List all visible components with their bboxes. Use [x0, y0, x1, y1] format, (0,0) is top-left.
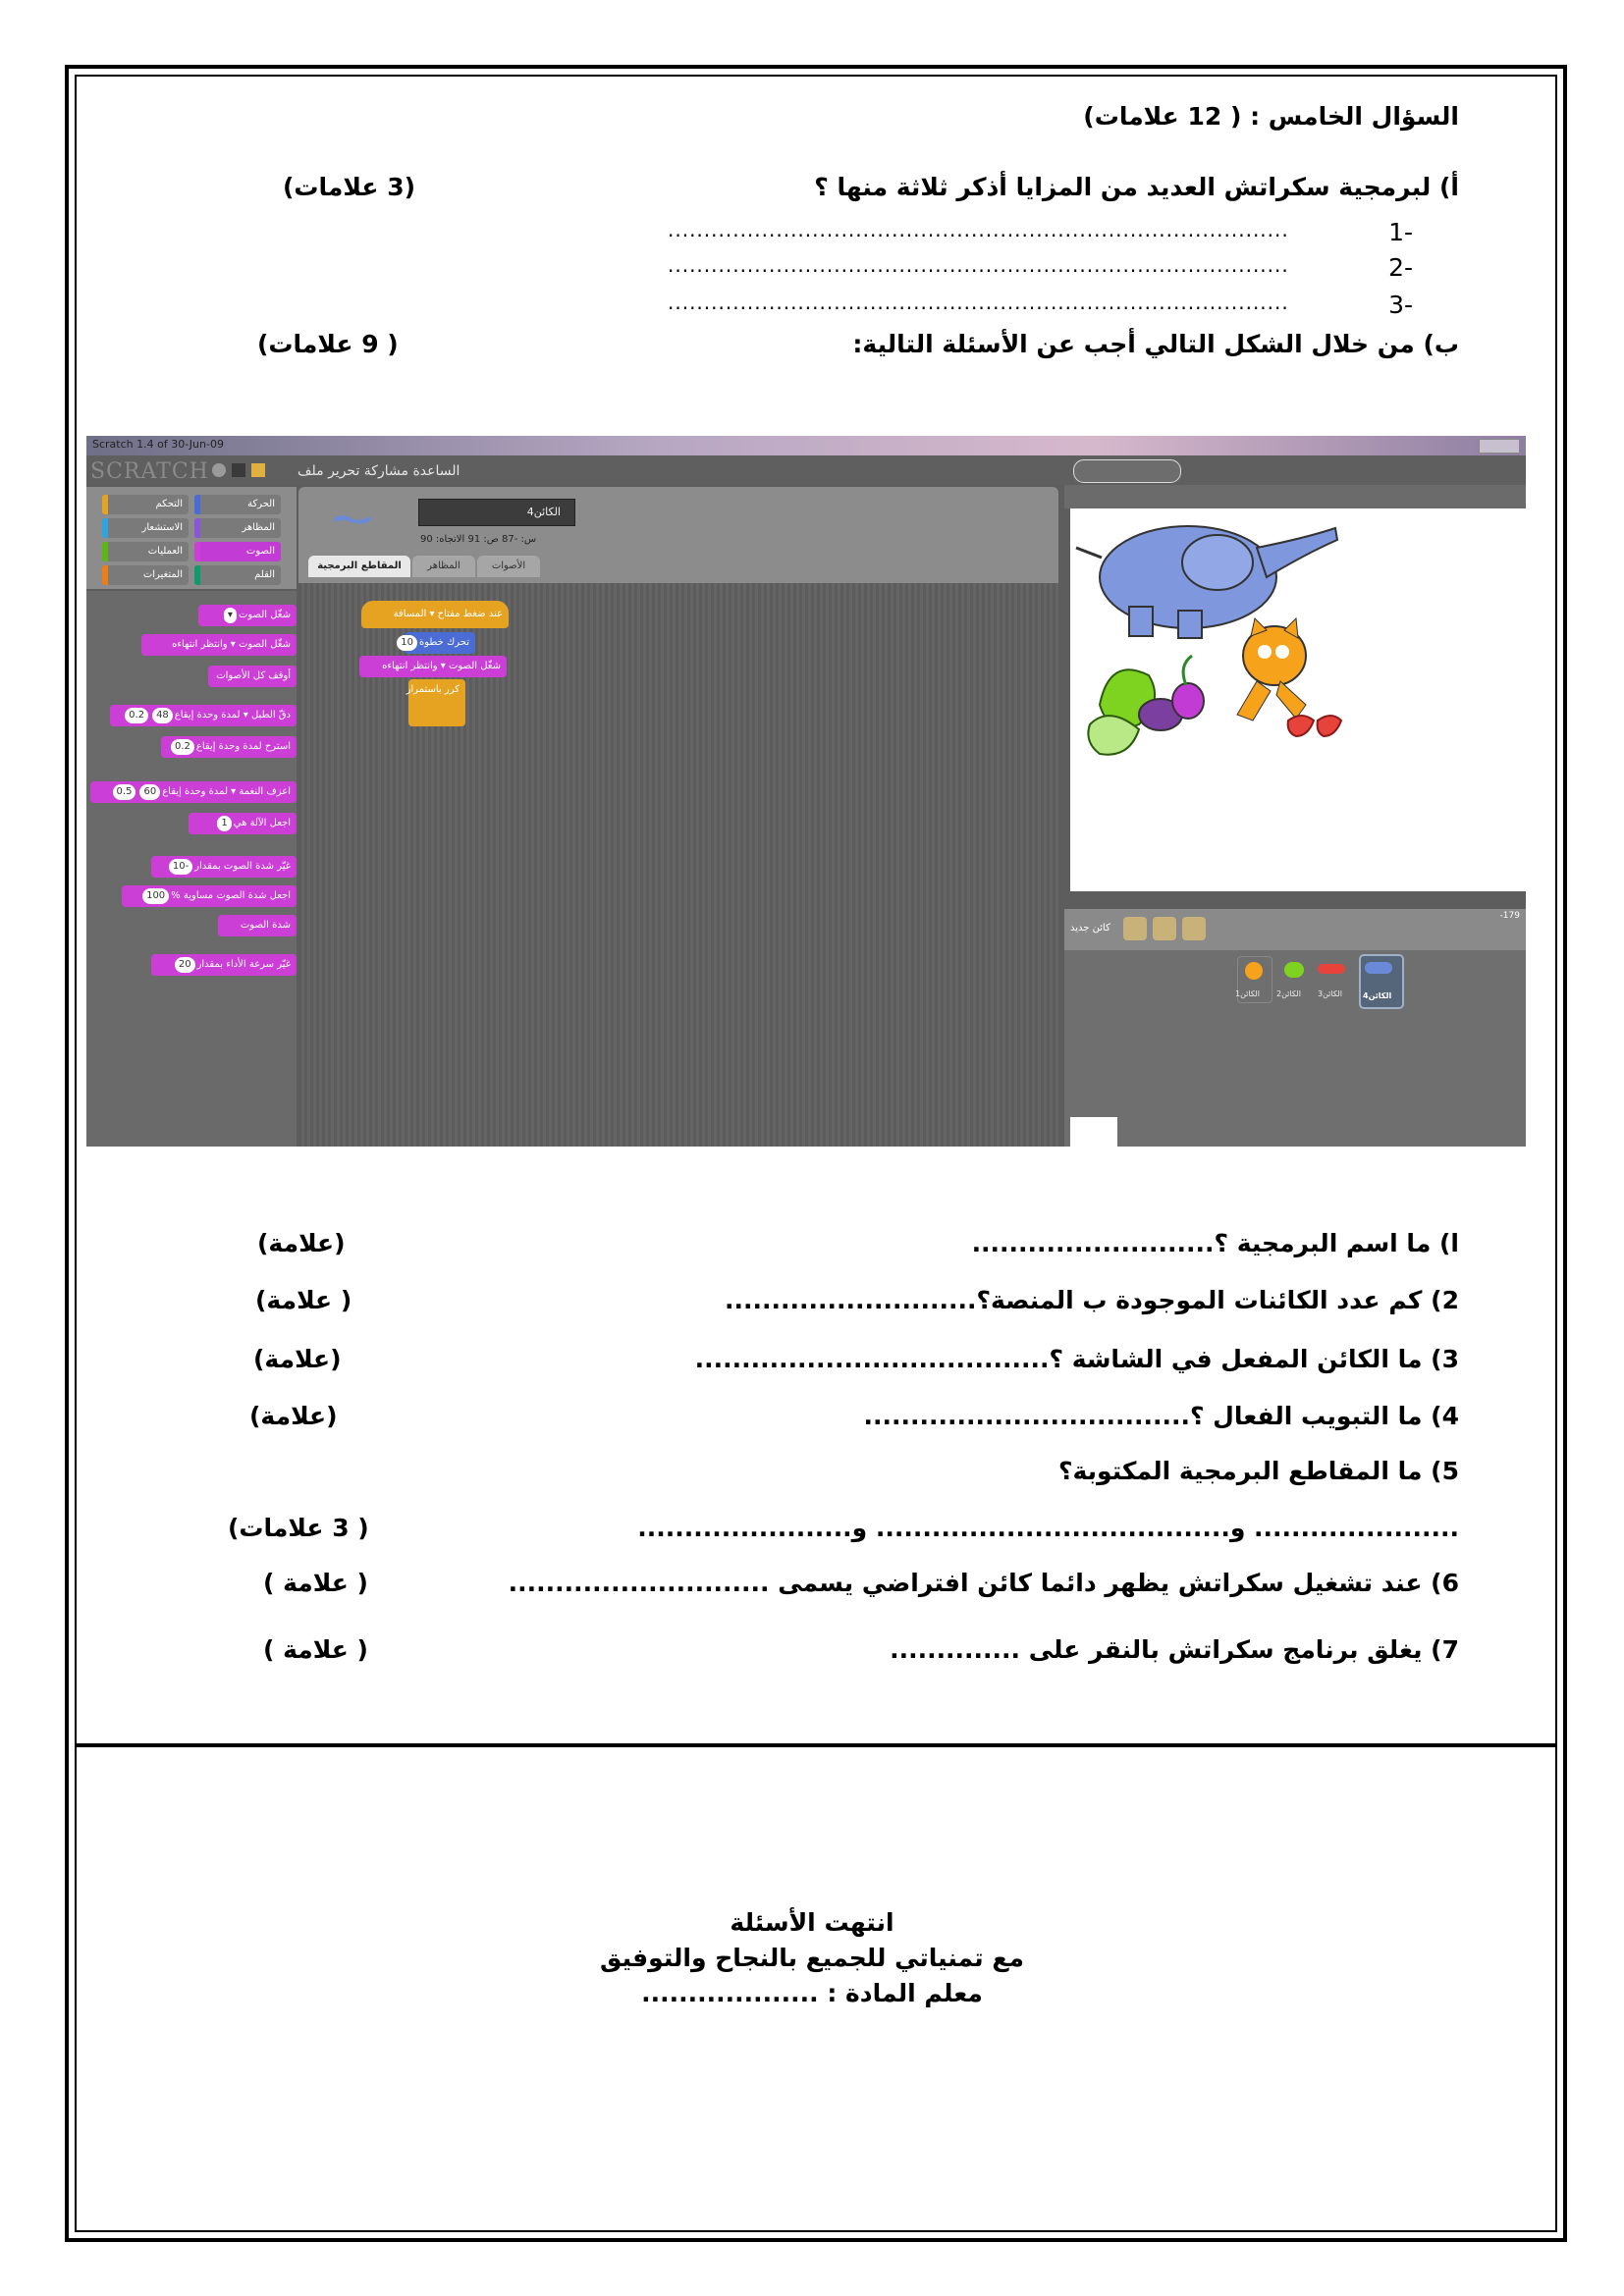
block-value[interactable]: 0.5	[113, 784, 136, 800]
answer-line-1-num: -1	[1388, 218, 1413, 246]
block-value[interactable]: ▾	[224, 608, 237, 623]
block-label: غيّر سرعة الأداء بمقدار	[196, 959, 291, 970]
question-5-marks: ( 3 علامات)	[228, 1514, 369, 1542]
block-label: شدة الصوت	[240, 920, 291, 931]
block-value[interactable]: 0.2	[171, 739, 194, 755]
block-value[interactable]: 20	[175, 957, 195, 973]
question-1-marks: (علامة)	[257, 1229, 346, 1257]
block-value[interactable]: 1	[217, 816, 231, 831]
mouse-coord-readout: -179	[1499, 911, 1520, 921]
block-value[interactable]: 60	[139, 784, 160, 800]
part-a-text: أ) لبرمجية سكراتش العديد من المزايا أذكر ثلاثة منها ؟	[814, 173, 1459, 201]
category-label: المظاهر	[242, 522, 275, 533]
footer-teacher: معلم المادة : ...................	[641, 1979, 983, 2007]
category-motion[interactable]	[194, 495, 281, 514]
question-2-marks: ( علامة)	[255, 1286, 352, 1314]
palette-block[interactable]	[208, 666, 297, 687]
tab-scripts[interactable]: المقاطع البرمجية	[308, 556, 410, 577]
glasses-thumb-icon	[1318, 964, 1345, 974]
when-key-pressed-block[interactable]	[361, 601, 509, 628]
block-value[interactable]: 0.2	[125, 708, 148, 723]
category-label: العمليات	[147, 546, 183, 557]
category-label: القلم	[254, 569, 275, 580]
cat-icon	[1237, 618, 1306, 721]
category-pen[interactable]	[194, 565, 281, 585]
elephant-icon	[1076, 526, 1337, 638]
question-6-marks: ( علامة )	[263, 1569, 368, 1597]
window-controls[interactable]	[1479, 439, 1520, 454]
sprite-thumb-label: الكائن2	[1276, 989, 1301, 998]
block-label: شغّل الصوت ▾ وانتظر انتهاءه	[382, 661, 501, 671]
category-sound[interactable]	[194, 542, 281, 561]
scratch-logo: SCRATCH	[90, 459, 209, 484]
category-sensing[interactable]	[102, 518, 189, 538]
question-3-marks: (علامة)	[253, 1345, 342, 1373]
sprite-thumb-label: الكائن4	[1363, 991, 1392, 1000]
stage-sprites	[1070, 508, 1526, 891]
glasses-icon	[1288, 716, 1341, 736]
sprites-toolbar	[1064, 909, 1526, 950]
sprite-coords: س: -87 ص: 91 الاتجاه: 90	[420, 534, 537, 545]
question-5: 5) ما المقاطع البرمجية المكتوبة؟	[1058, 1457, 1459, 1485]
random-sprite-icon[interactable]	[1182, 917, 1206, 940]
category-label: التحكم	[155, 499, 183, 509]
category-label: الاستشعار	[141, 522, 183, 533]
block-value[interactable]: 48	[152, 708, 173, 723]
scratch-titlebar	[86, 436, 1526, 455]
category-control[interactable]	[102, 495, 189, 514]
stage-header	[1064, 485, 1526, 508]
butterfly-thumb-icon	[1284, 962, 1304, 978]
share-icon[interactable]	[251, 463, 265, 477]
scratch-screenshot	[86, 436, 1526, 1147]
question-title: السؤال الخامس : ( 12 علامات)	[1083, 102, 1459, 131]
palette-block[interactable]	[189, 813, 297, 834]
block-palette	[86, 591, 297, 1147]
category-label: الصوت	[245, 546, 275, 557]
block-label: أوقف كل الأصوات	[216, 670, 291, 681]
block-value[interactable]: 100	[142, 888, 169, 904]
sprite-thumb-label: الكائن1	[1235, 989, 1260, 998]
globe-icon[interactable]	[212, 463, 226, 477]
palette-block[interactable]	[218, 915, 297, 936]
palette-block[interactable]	[198, 605, 297, 626]
question-1: ا) ما اسم البرمجية ؟..........................	[971, 1229, 1459, 1257]
question-3: 3) ما الكائن المفعل في الشاشة ؟......................................	[694, 1345, 1459, 1373]
sprite-list	[1064, 950, 1526, 1147]
block-value[interactable]: -10	[169, 859, 192, 875]
block-label: اجعل الآلة هي	[233, 818, 291, 828]
question-2: 2) كم عدد الكائنات الموجودة ب المنصة؟...........................	[725, 1286, 1459, 1314]
section-divider	[75, 1743, 1557, 1747]
question-6: 6) عند تشغيل سكراتش يظهر دائما كائن افتراضي يسمى ............................	[508, 1569, 1459, 1597]
answer-line-3[interactable]: ......................................................................................	[668, 291, 1289, 314]
stage-tools[interactable]	[1073, 459, 1181, 483]
palette-block[interactable]	[110, 705, 297, 726]
part-b-marks: ( 9 علامات)	[257, 330, 399, 358]
category-operators[interactable]	[102, 542, 189, 561]
block-value[interactable]: 10	[397, 635, 417, 651]
stage[interactable]	[1070, 508, 1526, 891]
scratch-window-title: Scratch 1.4 of 30-Jun-09	[92, 438, 224, 451]
category-label: الحركة	[247, 499, 275, 509]
palette-block[interactable]	[122, 885, 297, 907]
paint-sprite-icon[interactable]	[1123, 917, 1147, 940]
sprite-glasses-thumb-icon	[332, 510, 375, 530]
palette-block[interactable]	[161, 736, 297, 758]
footer-end: انتهت الأسئلة	[730, 1908, 894, 1937]
scratch-menu[interactable]: الساعدة مشاركة تحرير ملف	[298, 463, 460, 479]
play-sound-until-done-block[interactable]	[359, 656, 507, 677]
save-icon[interactable]	[232, 463, 245, 477]
answer-line-2[interactable]: ......................................................................................	[668, 253, 1289, 277]
answer-line-3-num: -3	[1388, 291, 1413, 319]
cat-thumb-icon	[1245, 962, 1263, 980]
category-variables[interactable]	[102, 565, 189, 585]
block-label: شغّل الصوت	[238, 610, 291, 620]
question-7: 7) يغلق برنامج سكراتش بالنقر على ..............	[890, 1635, 1459, 1664]
block-label: اعزف النغمة ▾ لمدة وحدة إيقاع	[162, 786, 291, 797]
block-label: شغّل الصوت ▾ وانتظر انتهاءه	[172, 639, 291, 650]
move-block[interactable]	[401, 632, 475, 654]
butterfly-icon	[1088, 656, 1204, 755]
sprite-name-field[interactable]: الكائن4	[418, 499, 575, 526]
question-5-answers[interactable]: ...................... و...................................... و.......................	[637, 1514, 1459, 1542]
block-label: عند ضغط مفتاح ▾ المسافة	[393, 609, 503, 619]
question-7-marks: ( علامة )	[263, 1635, 368, 1664]
palette-block[interactable]	[151, 856, 297, 878]
category-looks[interactable]	[194, 518, 281, 538]
stage-thumb[interactable]	[1070, 1117, 1117, 1147]
part-a-marks: (3 علامات)	[283, 173, 416, 201]
question-4: 4) ما التبويب الفعال ؟...................................	[863, 1402, 1459, 1430]
sprite-thumb-label: الكائن3	[1318, 989, 1342, 998]
answer-line-2-num: -2	[1388, 253, 1413, 282]
category-label: المتغيرات	[142, 569, 183, 580]
tab-sounds[interactable]: الأصوات	[477, 556, 540, 577]
part-b-text: ب) من خلال الشكل التالي أجب عن الأسئلة التالية:	[852, 330, 1459, 358]
choose-sprite-icon[interactable]	[1153, 917, 1176, 940]
new-sprite-label: كائن جديد	[1070, 923, 1110, 934]
scripts-area[interactable]	[298, 583, 1058, 1147]
palette-block[interactable]	[90, 781, 297, 803]
footer-wishes: مع تمنياتي للجميع بالنجاح والتوفيق	[600, 1944, 1024, 1972]
block-label: تحرك خطوة	[419, 637, 469, 648]
palette-block[interactable]	[141, 634, 297, 656]
tab-costumes[interactable]: المظاهر	[412, 556, 475, 577]
category-panel	[86, 487, 297, 589]
block-label: دقّ الطبل ▾ لمدة وحدة إيقاع	[174, 710, 291, 721]
block-label: اجعل شدة الصوت مساوية %	[171, 890, 291, 901]
question-4-marks: (علامة)	[249, 1402, 338, 1430]
forever-block[interactable]	[408, 679, 465, 726]
block-label: كرر باستمرار	[406, 684, 460, 695]
answer-line-1[interactable]: ......................................................................................	[668, 218, 1289, 241]
block-label: غيّر شدة الصوت بمقدار	[194, 861, 291, 872]
glasses-blue-thumb-icon	[1365, 962, 1392, 974]
palette-block[interactable]	[151, 954, 297, 976]
block-label: استرح لمدة وحدة إيقاع	[195, 741, 291, 752]
